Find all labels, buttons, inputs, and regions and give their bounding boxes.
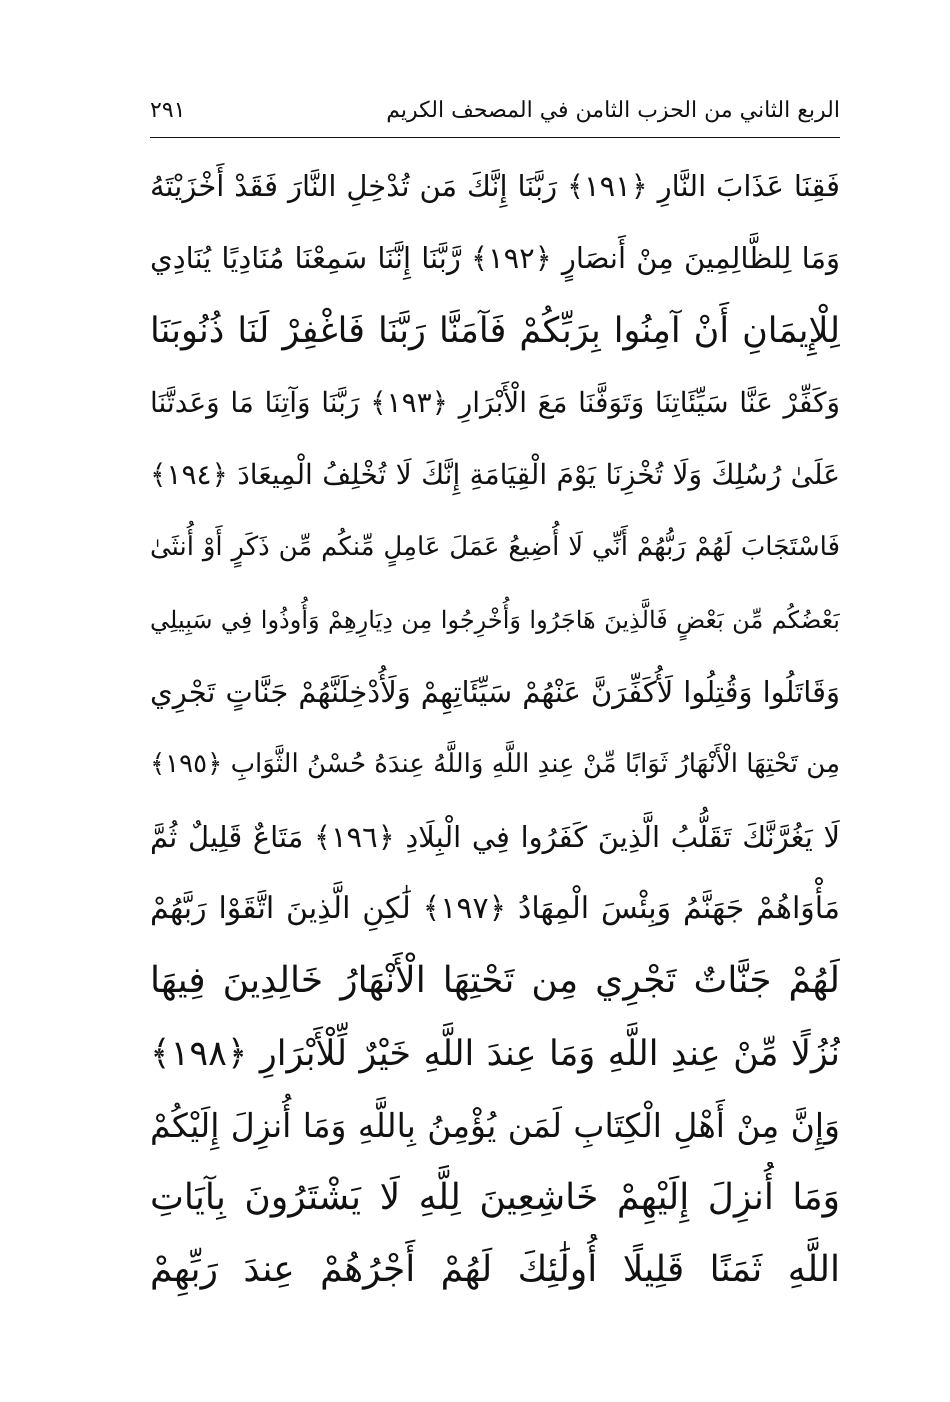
text-line: وَكَفِّرْ عَنَّا سَيِّئَاتِنَا وَتَوَفَّنَا مَعَ الْأَبْرَارِ ﴿١٩٣﴾ رَبَّنَا وَآتِنَا مَا وَعَدتَّنَا [150,385,840,419]
text-line: فَاسْتَجَابَ لَهُمْ رَبُّهُمْ أَنِّي لَا أُضِيعُ عَمَلَ عَامِلٍ مِّنكُم مِّن ذَكَرٍ أَوْ أُنثَىٰ [150,532,840,563]
quran-text-block [150,150,840,1307]
text-line: نُزُلًا مِّنْ عِندِ اللَّهِ وَمَا عِندَ اللَّهِ خَيْرٌ لِّلْأَبْرَارِ ﴿١٩٨﴾ [150,1033,840,1074]
text-line: مَأْوَاهُمْ جَهَنَّمُ وَبِئْسَ الْمِهَادُ ﴿١٩٧﴾ لَٰكِنِ الَّذِينَ اتَّقَوْا رَبَّهُمْ [150,890,840,926]
text-line: عَلَىٰ رُسُلِكَ وَلَا تُخْزِنَا يَوْمَ الْقِيَامَةِ إِنَّكَ لَا تُخْلِفُ الْمِيعَادَ ﴿١٩٤﴾ [150,458,840,492]
page-header [150,96,840,136]
header-divider [150,137,840,138]
text-line: بَعْضُكُم مِّن بَعْضٍ فَالَّذِينَ هَاجَرُوا وَأُخْرِجُوا مِن دِيَارِهِمْ وَأُوذُوا فِي سَبِيلِي [150,605,840,634]
text-line: وَمَا لِلظَّالِمِينَ مِنْ أَنصَارٍ ﴿١٩٢﴾ رَّبَّنَا إِنَّنَا سَمِعْنَا مُنَادِيًا يُنَادِي [150,241,840,276]
page-number: ٢٩١ [150,98,186,123]
text-line: لِلْإِيمَانِ أَنْ آمِنُوا بِرَبِّكُمْ فَآمَنَّا رَبَّنَا فَاغْفِرْ لَنَا ذُنُوبَنَا [150,310,840,351]
text-line: وَمَا أُنزِلَ إِلَيْهِمْ خَاشِعِينَ لِلَّهِ لَا يَشْتَرُونَ بِآيَاتِ [150,1177,840,1219]
text-line: وَإِنَّ مِنْ أَهْلِ الْكِتَابِ لَمَن يُؤْمِنُ بِاللَّهِ وَمَا أُنزِلَ إِلَيْكُمْ [150,1105,840,1145]
text-line: لَا يَغُرَّنَّكَ تَقَلُّبُ الَّذِينَ كَفَرُوا فِي الْبِلَادِ ﴿١٩٦﴾ مَتَاعٌ قَلِيلٌ ثُمَّ [150,819,840,854]
text-line: وَقَاتَلُوا وَقُتِلُوا لَأُكَفِّرَنَّ عَنْهُمْ سَيِّئَاتِهِمْ وَلَأُدْخِلَنَّهُمْ جَنَّاتٍ تَجْرِي [150,675,840,710]
page-header-title: الربع الثاني من الحزب الثامن في المصحف الكريم [386,98,840,123]
text-line: فَقِنَا عَذَابَ النَّارِ ﴿١٩١﴾ رَبَّنَا إِنَّكَ مَن تُدْخِلِ النَّارَ فَقَدْ أَخْزَيْتَهُ [150,169,840,203]
text-line: اللَّهِ ثَمَنًا قَلِيلًا أُولَٰئِكَ لَهُمْ أَجْرُهُمْ عِندَ رَبِّهِمْ [150,1249,840,1291]
text-line: لَهُمْ جَنَّاتٌ تَجْرِي مِن تَحْتِهَا الْأَنْهَارُ خَالِدِينَ فِيهَا [150,960,840,1002]
text-line: مِن تَحْتِهَا الْأَنْهَارُ ثَوَابًا مِّنْ عِندِ اللَّهِ وَاللَّهُ عِندَهُ حُسْنُ الثَّوَابِ ﴿١٩٥﴾ [150,749,840,780]
